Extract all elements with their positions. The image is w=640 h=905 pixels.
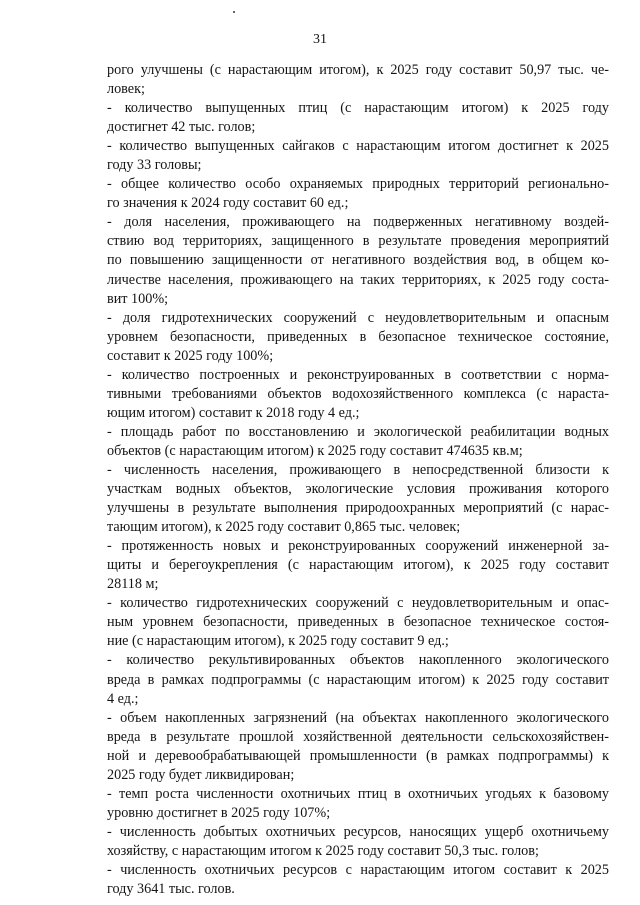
- text-line: - протяженность новых и реконструированных сооружений инженерной за-: [107, 538, 609, 555]
- text-line: ние (с нарастающим итогом), к 2025 году составит 9 ед.;: [107, 633, 449, 650]
- text-line: году 3641 тыс. голов.: [107, 881, 235, 898]
- text-line: составит к 2025 году 100%;: [107, 347, 274, 364]
- text-line: - доля гидротехнических сооружений с неудовлетворительным и опасным: [107, 309, 609, 326]
- text-line: хозяйству, с нарастающим итогом к 2025 году составит 50,3 тыс. голов;: [107, 842, 539, 859]
- text-line: уровню достигнет в 2025 году 107%;: [107, 804, 331, 821]
- text-line: ным уровнем безопасности, приведенных в безопасное техническое состоя-: [107, 614, 609, 631]
- text-line: - численность охотничьих ресурсов с нарастающим итогом составит к 2025: [107, 861, 609, 878]
- text-line: - количество выпущенных птиц (с нарастающим итогом) к 2025 году: [107, 100, 609, 117]
- text-line: достигнет 42 тыс. голов;: [107, 119, 256, 136]
- text-line: объектов (с нарастающим итогом) к 2025 году составит 474635 кв.м;: [107, 442, 523, 459]
- text-line: тающим итогом), к 2025 году составит 0,865 тыс. человек;: [107, 519, 461, 536]
- text-line: - доля населения, проживающего на подверженных негативному воздей-: [107, 214, 609, 231]
- text-line: - количество рекультивированных объектов накопленного экологического: [107, 652, 609, 669]
- text-line: ствию вод территориях, защищенного в результате проведения мероприятий: [107, 233, 609, 250]
- text-line: ловек;: [107, 81, 145, 98]
- page-number: 31: [313, 32, 327, 47]
- text-line: го значения к 2024 году составит 60 ед.;: [107, 195, 349, 212]
- text-line: вит 100%;: [107, 290, 169, 307]
- text-line: рого улучшены (с нарастающим итогом), к 2025 году составит 50,97 тыс. че-: [107, 62, 609, 78]
- text-line: 28118 м;: [107, 576, 159, 593]
- text-line: 2025 году будет ликвидирован;: [107, 766, 295, 783]
- text-line: - количество гидротехнических сооружений с неудовлетворительным и опас-: [107, 595, 609, 612]
- text-line: - количество выпущенных сайгаков с нарастающим итогом достигнет к 2025: [107, 138, 609, 155]
- text-line: щиты и берегоукрепления (с нарастающим итогом), к 2025 году составит: [107, 557, 609, 574]
- text-line: - общее количество особо охраняемых природных территорий регионально-: [107, 176, 609, 193]
- text-line: вреда в рамках подпрограммы (с нарастающим итогом) к 2025 году составит: [107, 671, 609, 688]
- text-line: вреда в результате прошлой хозяйственной деятельности сельскохозяйствен-: [107, 728, 609, 745]
- text-line: по повышению защищенности от негативного воздействия вод, в общем ко-: [107, 252, 609, 269]
- text-line: - темп роста численности охотничьих птиц в охотничьих угодьях к базовому: [107, 785, 609, 802]
- text-line: - объем накопленных загрязнений (на объектах накопленного экологического: [107, 709, 609, 726]
- text-line: - численность добытых охотничьих ресурсов, наносящих ущерб охотничьему: [107, 823, 609, 840]
- text-line: ющим итогом) составит к 2018 году 4 ед.;: [107, 404, 360, 421]
- text-line: - численность населения, проживающего в непосредственной близости к: [107, 461, 609, 478]
- text-line: ной и деревообрабатывающей промышленности (в рамках подпрограммы) к: [107, 747, 609, 764]
- text-line: 4 ед.;: [107, 690, 139, 707]
- text-line: личестве населения, проживающего на таких территориях, к 2025 году соста-: [107, 271, 609, 288]
- text-line: улучшены в результате выполнения природоохранных мероприятий (с нарас-: [107, 500, 609, 517]
- scan-speck: [233, 11, 235, 13]
- text-line: - количество построенных и реконструированных в соответствии с норма-: [107, 366, 609, 383]
- text-line: - площадь работ по восстановлению и экологической реабилитации водных: [107, 423, 609, 440]
- text-line: тивными требованиями объектов водохозяйственного комплекса (с нараста-: [107, 385, 609, 402]
- text-line: уровнем безопасности, приведенных в безопасное техническое состояние,: [107, 328, 609, 345]
- text-line: участкам водных объектов, экологические условия проживания которого: [107, 481, 609, 498]
- document-body: [107, 61, 609, 899]
- text-line: году 33 головы;: [107, 157, 202, 174]
